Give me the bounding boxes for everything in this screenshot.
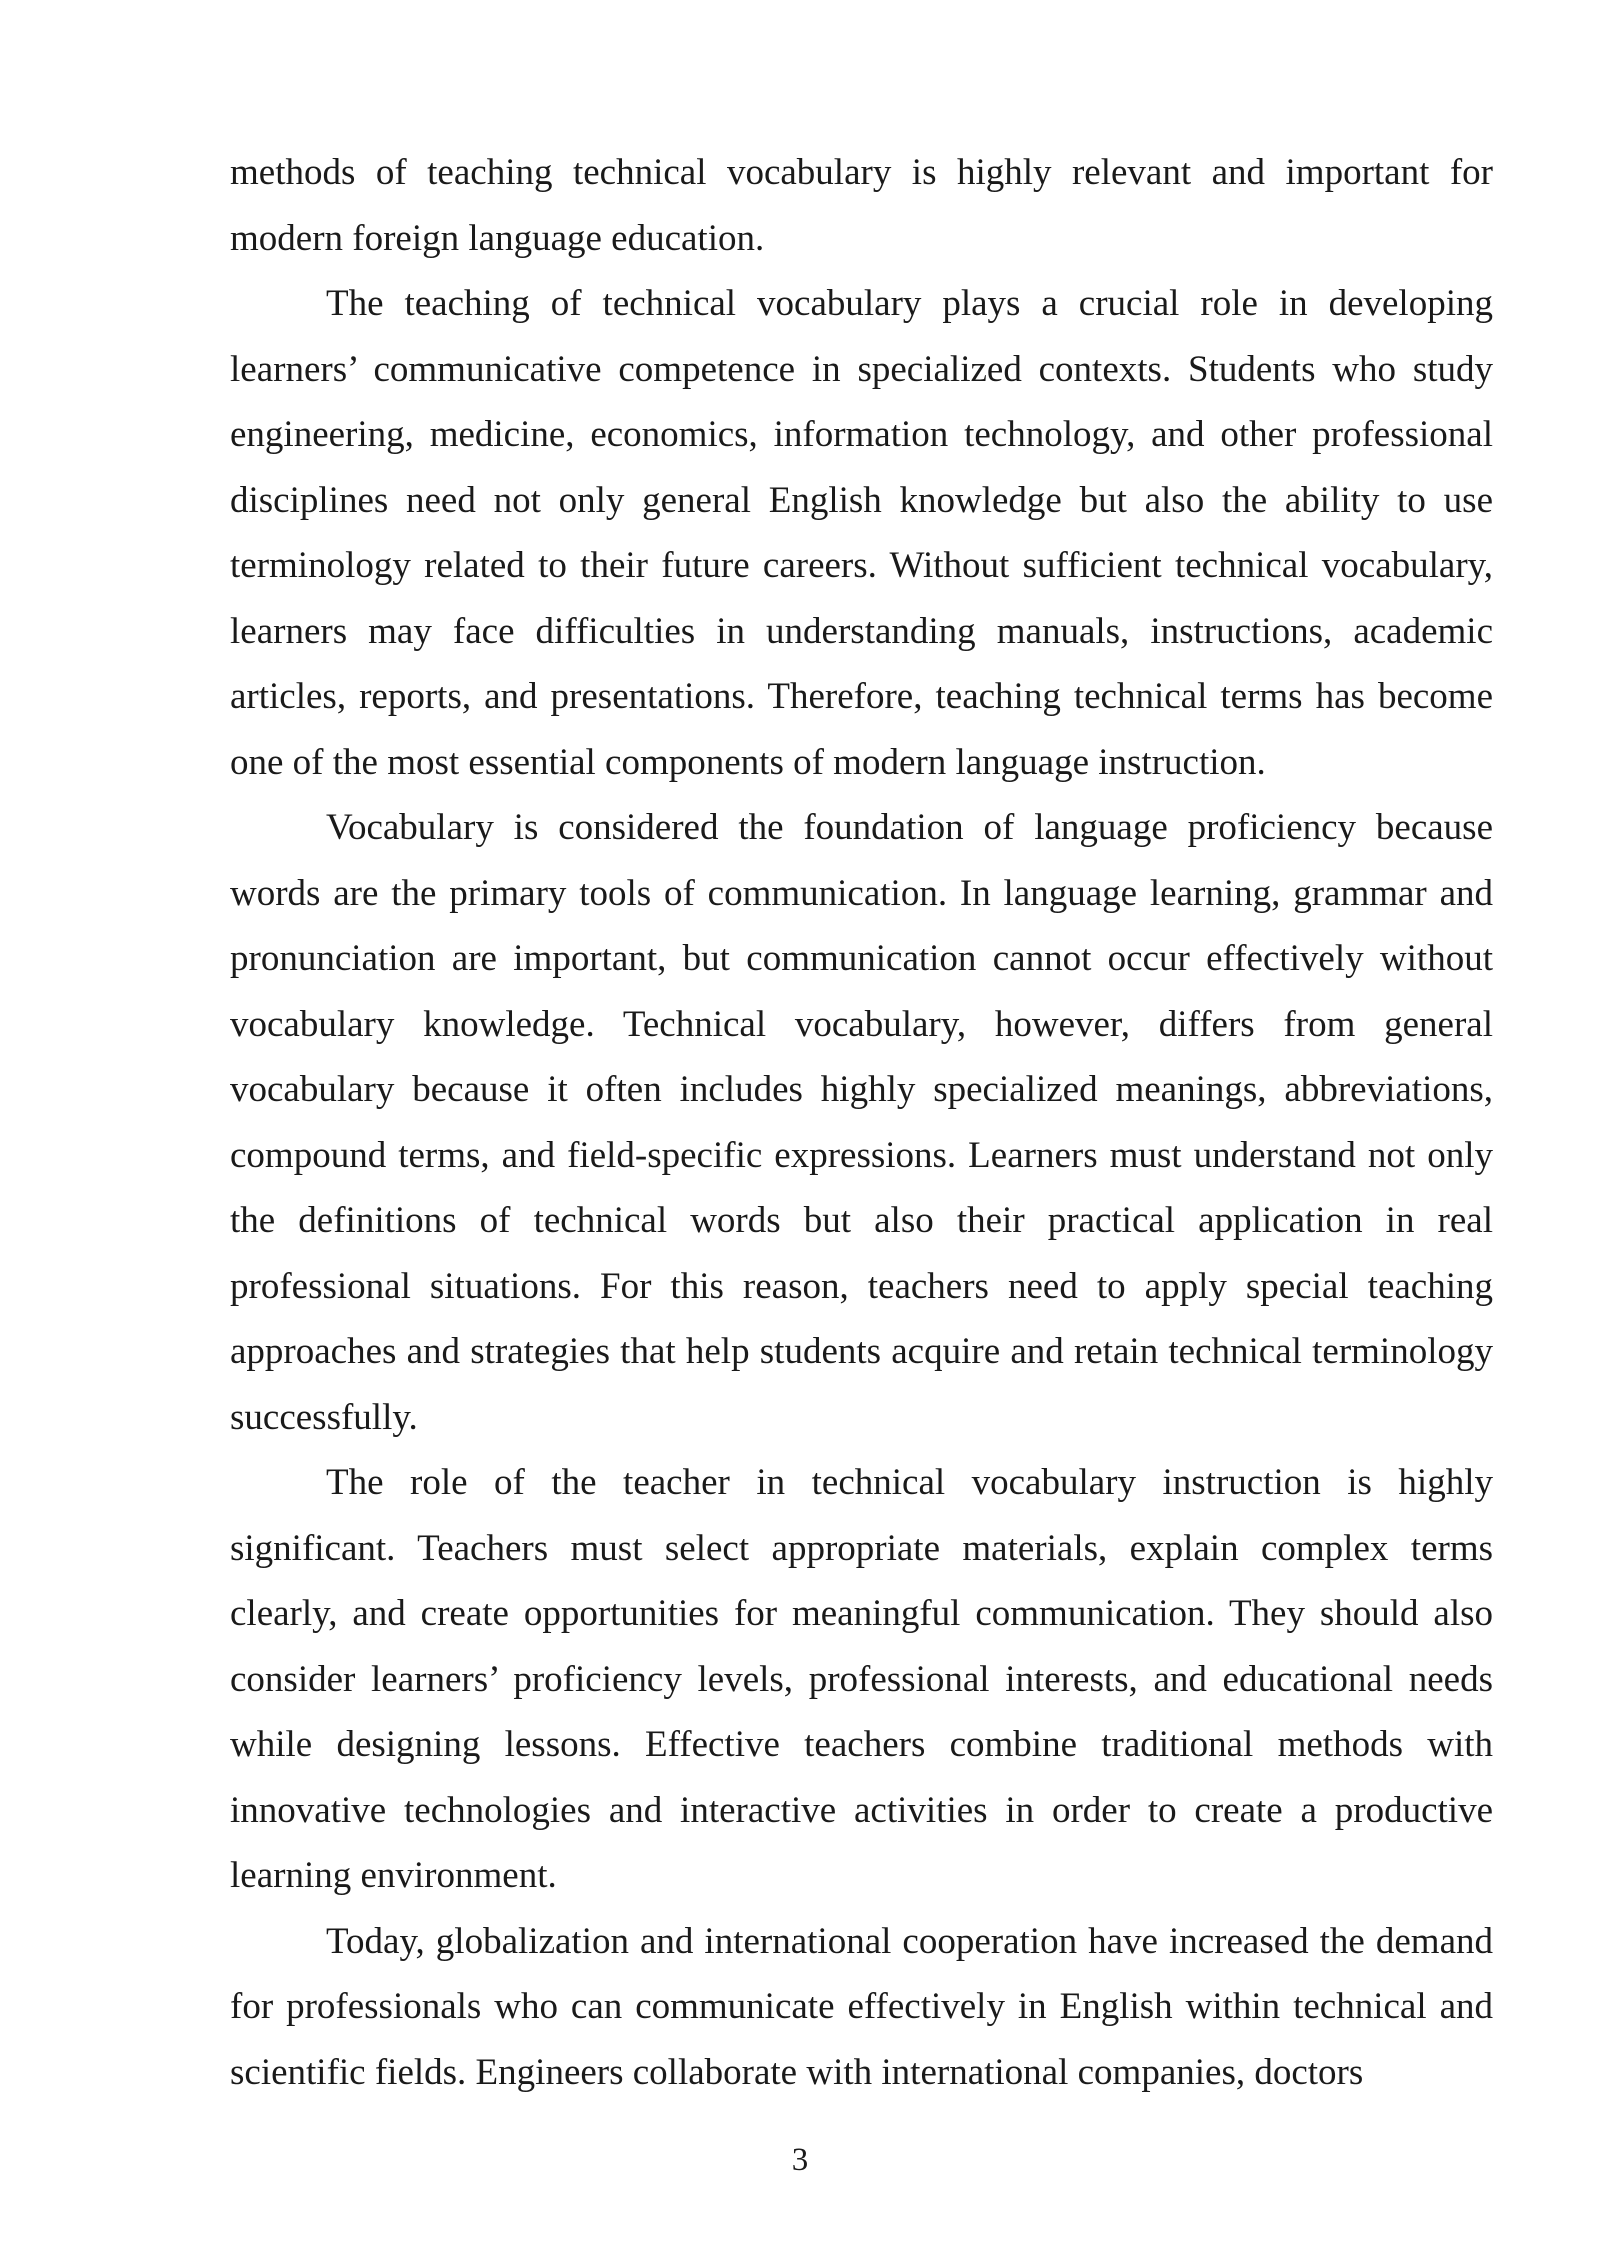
paragraph-technical-vocabulary-role: The teaching of technical vocabulary plays a crucial role in developing learners’ communicative competence in specialized contexts. Students who study engineering, medicine, economics, information technology, and other professional disciplines need not only general English knowledge but also the ability to use terminology related to their future careers. Without sufficient technical vocabulary, learners may face difficulties in understanding manuals, instructions, academic articles, reports, and presentations. Therefore, teaching technical terms has become one of the most essential components of modern language instruction. xyxy=(230,283,1493,783)
body-text xyxy=(230,140,1493,2105)
paragraph-teacher-role: The role of the teacher in technical vocabulary instruction is highly significant. Teachers must select appropriate materials, explain complex terms clearly, and create opportunities for meaningful communication. They should also consider learners’ proficiency levels, professional interests, and educational needs while designing lessons. Effective teachers combine traditional methods with innovative technologies and interactive activities in order to create a productive learning environment. xyxy=(230,1462,1493,1896)
paragraph-vocabulary-foundation: Vocabulary is considered the foundation of language proficiency because words are the primary tools of communication. In language learning, grammar and pronunciation are important, but communication cannot occur effectively without vocabulary knowledge. Technical vocabulary, however, differs from general vocabulary because it often includes highly specialized meanings, abbreviations, compound terms, and field-specific expressions. Learners must understand not only the definitions of technical words but also their practical application in real professional situations. For this reason, teachers need to apply special teaching approaches and strategies that help students acquire and retain technical terminology successfully. xyxy=(230,807,1493,1438)
page-number: 3 xyxy=(791,2142,809,2178)
paragraph-continued: methods of teaching technical vocabulary is highly relevant and important for modern foreign language education. xyxy=(230,152,1493,259)
paragraph-globalization: Today, globalization and international cooperation have increased the demand for professionals who can communicate effectively in English within technical and scientific fields. Engineers collaborate with international companies, doctors xyxy=(230,1920,1493,2093)
